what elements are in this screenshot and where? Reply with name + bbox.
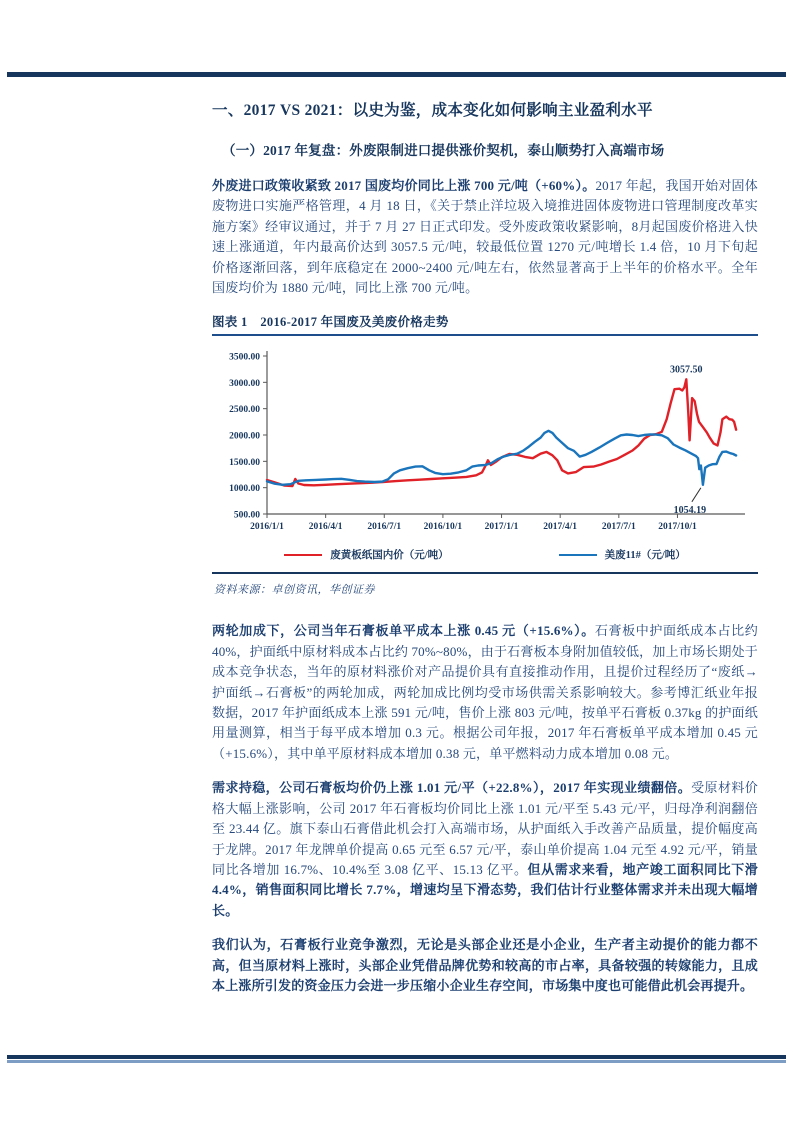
y-tick-label: 1000.00: [229, 484, 260, 495]
legend-swatch-blue: [559, 554, 597, 557]
y-tick-label: 2000.00: [229, 431, 260, 442]
figure-bottom-rule: [212, 572, 758, 574]
annotation-label: 1054.19: [673, 505, 707, 517]
series-line-domestic-waste-board-price: [267, 380, 736, 487]
series-line-us-waste-11: [267, 431, 736, 485]
legend-swatch-red: [284, 554, 322, 557]
paragraph-cost-passthrough: 两轮加成下，公司当年石膏板单平成本上涨 0.45 元（+15.6%）。石膏板中护面纸成本占比约 40%，护面纸中原材料成本占比约 70%~80%，由于石膏板本身附加值较低，加上市场长期处于成本竞争状态，当年的原材料涨价对产品提价具有直接推动作用，且提价过程经历了“废纸→护面纸→石膏板”的两轮加成，两轮加成比例均受市场供需关系影响较大。参考博汇纸业年报数据，2017 年护面纸成本上涨 591 元/吨，售价上涨 803 元/吨，按单平石膏板 0.37kg 的护面纸用量测算，相当于每平成本增加 0.3 元。根据公司年报，2017 年石膏板单平成本增加 0.45 元（+15.6%），其中单平原材料成本增加 0.38 元，单平燃料动力成本增加 0.08 元。: [212, 623, 758, 761]
x-tick-label: 2017/4/1: [543, 522, 578, 533]
paragraph-policy-tightening: 外废进口政策收紧致 2017 国废均价同比上涨 700 元/吨（+60%）。2017 年起，我国开始对固体废物进口实施严格管理，4 月 18 日，《关于禁止洋垃圾入境推进固体废物进口管理制度改革实施方案》经审议通过，并于 7 月 27 日正式印发。受外废政策收紧影响，8月起国废价格进入快速上涨通道，年内最高价达到 3057.5 元/吨，较最低位置 1270 元/吨增长 1.4 倍，10 月下旬起价格逐渐回落，到年底稳定在 2000~2400 元/吨左右，依然显著高于上半年的价格水平。全年国废均价为 1880 元/吨，同比上涨 700 元/吨。: [212, 178, 758, 296]
header-rule: [7, 72, 786, 77]
source-note: 资料来源：卓创资讯，华创证券: [214, 584, 375, 597]
y-tick-label: 1500.00: [229, 458, 260, 469]
x-tick-label: 2017/10/1: [658, 522, 697, 533]
figure-1: [212, 312, 758, 597]
chart-container: [212, 336, 758, 545]
price-trend-chart: [212, 344, 758, 540]
section-title: 一、2017 VS 2021：以史为鉴，成本变化如何影响主业盈利水平: [212, 102, 653, 119]
legend-item-domestic: [284, 547, 448, 562]
annotation-leader: [692, 488, 701, 502]
paragraph-demand-price: 需求持稳，公司石膏板均价仍上涨 1.01 元/平（+22.8%），2017 年实现业绩翻倍。受原材料价格大幅上涨影响，公司 2017 年石膏板均价同比上涨 1.01 元/平至 5.43 元/平，归母净利润翻倍至 23.44 亿。旗下泰山石膏借此机会打入高端市场，从护面纸入手改善产品质量，提价幅度高于龙牌。2017 年龙牌单价提高 0.65 元至 6.57 元/平，泰山单价提高 1.04 元至 4.92 元/平，销量同比各增加 16.7%、10.4%至 3.08 亿平、15.13 亿平。但从需求来看，地产竣工面积同比下滑 4.4%，销售面积同比增长 7.7%，增速均呈下滑态势，我们估计行业整体需求并未出现大幅增长。: [212, 780, 758, 918]
legend-label-us-waste: 美废11#（元/吨）: [604, 550, 686, 562]
y-tick-label: 3500.00: [229, 352, 260, 363]
annotation-label: 3057.50: [670, 364, 703, 376]
y-tick-label: 500.00: [233, 510, 260, 521]
x-tick-label: 2016/4/1: [308, 522, 343, 533]
figure-caption: 图表 1 2016-2017 年国废及美废价格走势: [212, 312, 758, 336]
x-tick-label: 2017/7/1: [601, 522, 636, 533]
y-tick-label: 2500.00: [229, 405, 260, 416]
subsection-title: （一）2017 年复盘：外废限制进口提供涨价契机，泰山顺势打入高端市场: [222, 143, 665, 158]
chart-legend: [212, 547, 758, 562]
x-tick-label: 2016/1/1: [250, 522, 284, 533]
x-tick-label: 2017/1/1: [484, 522, 519, 533]
x-tick-label: 2016/7/1: [367, 522, 402, 533]
paragraph-industry-view: 我们认为，石膏板行业竞争激烈，无论是头部企业还是小企业，生产者主动提价的能力都不高，但当原材料上涨时，头部企业凭借品牌优势和较高的市占率，具备较强的转嫁能力，且成本上涨所引发的资金压力会进一步压缩小企业生存空间，市场集中度也可能借此机会再提升。: [212, 937, 758, 993]
x-tick-label: 2016/10/1: [423, 522, 463, 533]
footer-rule: [7, 1055, 786, 1063]
legend-item-us-waste: [559, 547, 686, 562]
legend-label-domestic: 废黄板纸国内价（元/吨）: [330, 550, 449, 562]
y-tick-label: 3000.00: [229, 379, 260, 390]
content-column: [212, 98, 758, 1010]
